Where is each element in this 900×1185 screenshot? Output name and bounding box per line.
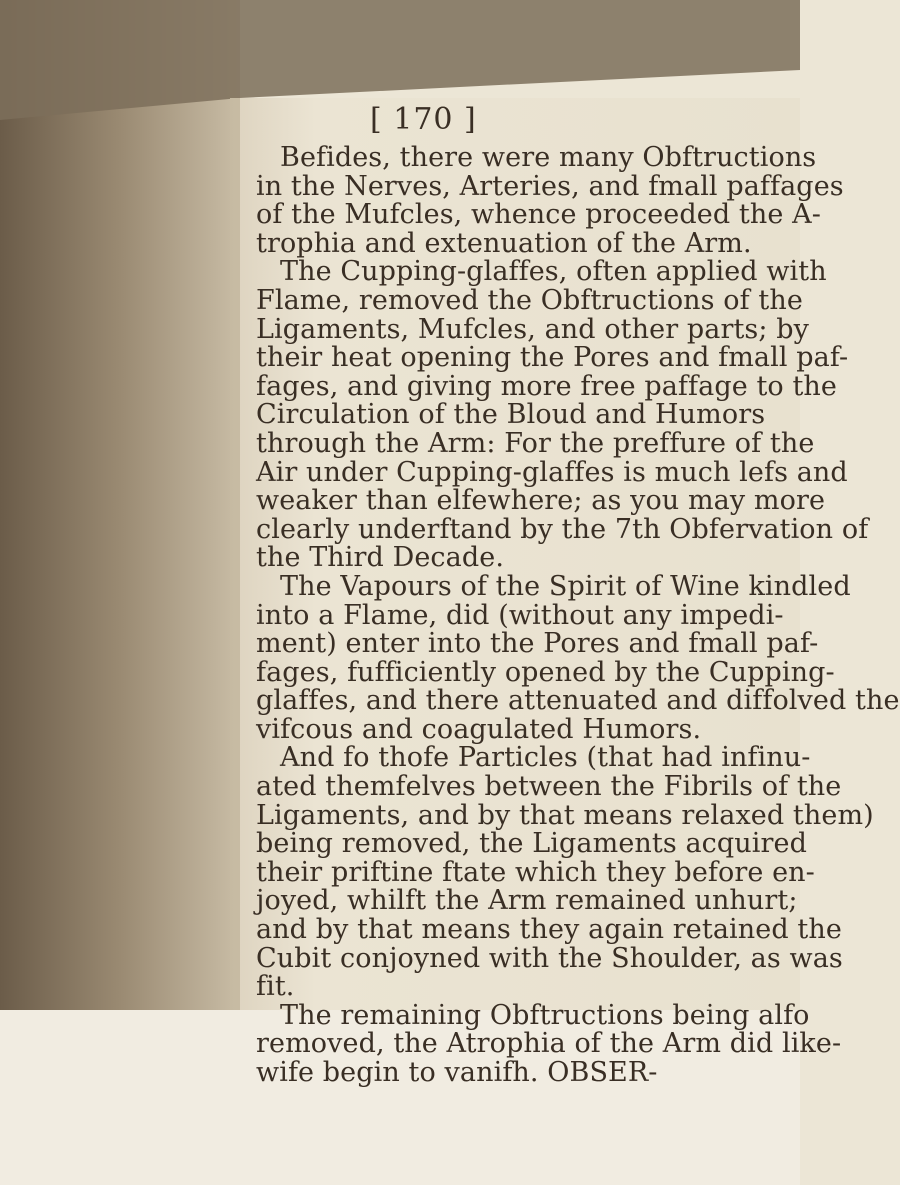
text-line: And fo thofe Particles (that had infinu- <box>280 742 811 774</box>
text-line: in the Nerves, Arteries, and fmall paffages <box>256 170 844 202</box>
book-page <box>238 102 900 1185</box>
text-line: Cubit conjoyned with the Shoulder, as was <box>256 942 843 974</box>
text-line: fit. <box>256 971 295 1003</box>
text-line: Circulation of the Bloud and Humors <box>256 399 766 431</box>
facing-page-bleed <box>0 0 240 1010</box>
text-line: The remaining Obftructions being alfo <box>280 999 810 1031</box>
text-line: their priftine ftate which they before en- <box>256 856 815 888</box>
text-line: fages, fufficiently opened by the Cupping- <box>256 656 835 688</box>
text-line: their heat opening the Pores and fmall paf- <box>256 342 849 374</box>
text-line: being removed, the Ligaments acquired <box>256 828 807 860</box>
text-line: the Third Decade. <box>256 542 504 574</box>
text-line: fages, and giving more free paffage to the <box>256 370 837 402</box>
text-line: clearly underftand by the 7th Obfervation of <box>256 513 869 545</box>
text-line: Ligaments, Mufcles, and other parts; by <box>256 313 809 345</box>
text-line: vifcous and coagulated Humors. <box>256 713 702 745</box>
text-line: Befides, there were many Obftructions <box>280 142 817 173</box>
text-line: of the Mufcles, whence proceeded the A- <box>256 199 821 231</box>
text-line: Flame, removed the Obftructions of the <box>256 284 803 316</box>
text-line: wife begin to vanifh. OBSER- <box>256 1057 658 1088</box>
text-line: The Vapours of the Spirit of Wine kindled <box>280 570 851 602</box>
text-line: Air under Cupping-glaffes is much lefs and <box>256 456 848 488</box>
text-line: joyed, whilft the Arm remained unhurt; <box>256 885 798 917</box>
text-line: Ligaments, and by that means relaxed them) <box>256 799 874 831</box>
body-text <box>256 142 900 1088</box>
text-line: through the Arm: For the preffure of the <box>256 427 815 459</box>
text-line: into a Flame, did (without any impedi- <box>256 599 784 631</box>
text-line: The Cupping-glaffes, often applied with <box>280 256 827 288</box>
text-line: ment) enter into the Pores and fmall paf- <box>256 628 819 660</box>
page-number: [ 170 ] <box>370 102 477 137</box>
text-line: weaker than elfewhere; as you may more <box>256 485 826 517</box>
text-line: and by that means they again retained the <box>256 914 842 946</box>
text-line: removed, the Atrophia of the Arm did like- <box>256 1028 842 1060</box>
text-line: ated themfelves between the Fibrils of the <box>256 771 842 803</box>
text-line: glaffes, and there attenuated and diffolved the <box>256 685 900 717</box>
text-line: trophia and extenuation of the Arm. <box>256 227 752 259</box>
